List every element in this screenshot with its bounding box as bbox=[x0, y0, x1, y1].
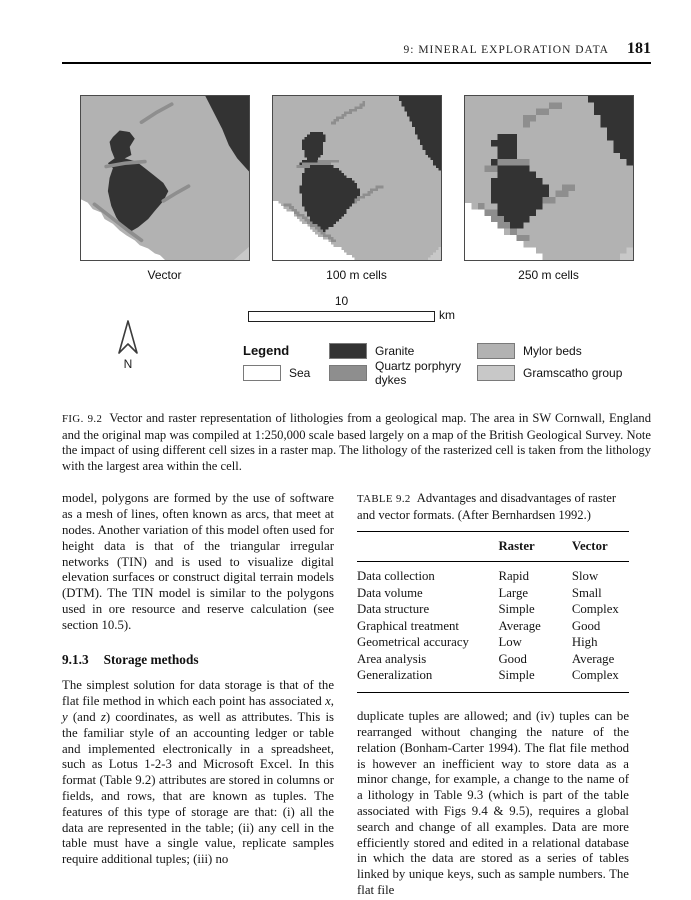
scale-bar-unit: km bbox=[439, 308, 455, 322]
map-100m-image bbox=[272, 95, 442, 261]
quartz-porphyry-swatch bbox=[329, 365, 367, 381]
raster-value: Simple bbox=[498, 668, 535, 683]
right-column bbox=[357, 491, 629, 898]
map-250m-label: 250 m cells bbox=[518, 268, 579, 282]
row-label: Data structure bbox=[357, 602, 430, 617]
raster-value: Average bbox=[498, 618, 541, 633]
legend-item-granite bbox=[329, 343, 477, 359]
map-100m-label: 100 m cells bbox=[326, 268, 387, 282]
figure-block bbox=[62, 95, 651, 474]
row-label: Generalization bbox=[357, 668, 433, 683]
vector-value: High bbox=[571, 635, 598, 650]
table-caption bbox=[357, 491, 629, 523]
map-100m-cells bbox=[272, 95, 442, 282]
legend-label: Sea bbox=[289, 365, 311, 380]
italic-z: z bbox=[100, 709, 106, 724]
section-number: 9.1.3 bbox=[62, 651, 89, 667]
table-header-row bbox=[357, 532, 629, 562]
two-column-text bbox=[62, 491, 651, 898]
gramscatho-swatch bbox=[477, 365, 515, 381]
north-arrow-icon bbox=[112, 318, 144, 360]
figure-caption bbox=[62, 411, 651, 474]
raster-value: Low bbox=[498, 635, 522, 650]
row-label: Area analysis bbox=[357, 651, 427, 666]
map-250m-image bbox=[464, 95, 634, 261]
row-label: Graphical treatment bbox=[357, 618, 459, 633]
header-cell-raster: Raster bbox=[498, 532, 571, 562]
section-heading bbox=[62, 652, 334, 668]
legend-item-gramscatho-group bbox=[477, 365, 622, 381]
header-cell-vector: Vector bbox=[572, 532, 629, 562]
legend-label: Quartz porphyry dykes bbox=[375, 358, 462, 387]
legend-item-quartz-porphyry-dykes bbox=[329, 359, 477, 387]
table-row bbox=[357, 651, 629, 668]
raster-value: Rapid bbox=[498, 568, 530, 583]
text-segment: The simplest solution for data storage is that of the flat file method in which each point has associated bbox=[62, 678, 334, 709]
header-cell-empty bbox=[357, 532, 498, 562]
legend bbox=[243, 340, 623, 387]
row-label: Data collection bbox=[357, 568, 435, 583]
vector-value: Small bbox=[571, 585, 602, 600]
running-title: 9: MINERAL EXPLORATION DATA bbox=[403, 44, 609, 56]
table-row bbox=[357, 602, 629, 619]
north-arrow bbox=[112, 318, 144, 371]
vector-value: Good bbox=[571, 618, 601, 633]
legend-title: Legend bbox=[243, 343, 290, 358]
figure-caption-label: FIG. 9.2 bbox=[62, 413, 103, 425]
mylor-beds-swatch bbox=[477, 343, 515, 359]
row-label: Data volume bbox=[357, 585, 423, 600]
sea-swatch bbox=[243, 365, 281, 381]
vector-value: Average bbox=[571, 651, 615, 666]
legend-item-sea bbox=[243, 365, 329, 381]
granite-swatch bbox=[329, 343, 367, 359]
scale-bar-row bbox=[248, 309, 455, 322]
raster-vector-table bbox=[357, 531, 629, 693]
paragraph: model, polygons are formed by the use of software as a mesh of lines, often known as arcs, that meet at nodes. Another variation of this model often used for height data is that of the triangular irregular networks (TIN) and is used to visualize digital elevation surfaces or construct digital terrain models (DTM). The TIN model is similar to the polygons used in ore resource and reserve calculation (see section 10.5). bbox=[62, 491, 334, 632]
table-row bbox=[357, 668, 629, 693]
legend-label: Gramscatho group bbox=[523, 365, 623, 380]
text-segment: ) coordinates, as well as attributes. This is the familiar style of an accounting ledger or table and implemented electronically in a spreadsheet, such as Lotus 1-2-3 and Microsoft Excel. In this format (Table 9.2) attributes are stored in columns or fields, and rows, that are known as tuples. The features of this type of storage are that: (i) all the data are represented in the table; (ii) any cell in the table must have a single value, replicate samples require additional tuples; (iii) no bbox=[62, 709, 334, 867]
map-vector-label: Vector bbox=[147, 268, 182, 282]
scale-bar bbox=[248, 294, 455, 322]
maps-row bbox=[62, 95, 651, 282]
header-rule bbox=[62, 62, 651, 64]
section-title: Storage methods bbox=[103, 651, 199, 667]
table-9-2 bbox=[357, 491, 629, 693]
figure-annotations bbox=[62, 294, 651, 401]
vector-value: Slow bbox=[571, 568, 599, 583]
row-label: Geometrical accuracy bbox=[357, 635, 469, 650]
text-segment: (and bbox=[67, 709, 101, 724]
map-vector bbox=[80, 95, 250, 282]
left-column bbox=[62, 491, 334, 898]
legend-item-mylor-beds bbox=[477, 343, 622, 359]
table-row bbox=[357, 585, 629, 602]
table-caption-text: Advantages and disadvantages of raster and vector formats. (After Bernhardsen 1992.) bbox=[357, 491, 617, 522]
north-label: N bbox=[123, 357, 133, 371]
page-header bbox=[62, 40, 651, 58]
italic-y: y bbox=[62, 709, 68, 724]
paragraph: duplicate tuples are allowed; and (iv) tuples can be rearranged without changing the nature of the relation (Bonham-Carter 1994). The flat file method is however an inefficient way to store data as a minor change, for example, a change to the name of a lithology in Table 9.3 (which is part of the table associated with Figs 9.4 & 9.5), requires a global search and change of all examples. Data are more efficiently stored and edited in a relational database in which the data are stored as a series of tables linked by unique keys, such as sample numbers. The flat file bbox=[357, 709, 629, 898]
legend-label: Mylor beds bbox=[523, 343, 582, 358]
legend-label: Granite bbox=[375, 343, 415, 358]
table-row bbox=[357, 561, 629, 585]
italic-x: x bbox=[325, 694, 331, 709]
table-caption-label: TABLE 9.2 bbox=[357, 493, 411, 506]
table-row bbox=[357, 618, 629, 635]
table-row bbox=[357, 635, 629, 652]
map-vector-image bbox=[80, 95, 250, 261]
scale-bar-distance: 10 bbox=[334, 294, 349, 308]
raster-value: Simple bbox=[498, 602, 535, 617]
raster-value: Large bbox=[498, 585, 529, 600]
page-number: 181 bbox=[627, 40, 651, 57]
figure-caption-text: Vector and raster representation of lithologies from a geological map. The area in SW Cornwall, England and the original map was compiled at 1:250,000 scale based largely on a map of the British Geological Survey. Note the impact of using different cell sizes in a raster map. The lithology of the rasterized cell is taken from the lithology with the largest area within the cell. bbox=[62, 411, 652, 473]
vector-value: Complex bbox=[571, 602, 619, 617]
scale-bar-rect bbox=[248, 311, 435, 322]
map-250m-cells bbox=[464, 95, 634, 282]
paragraph bbox=[62, 678, 334, 868]
text-segment: , bbox=[330, 694, 334, 709]
vector-value: Complex bbox=[571, 668, 619, 683]
raster-value: Good bbox=[498, 651, 527, 666]
